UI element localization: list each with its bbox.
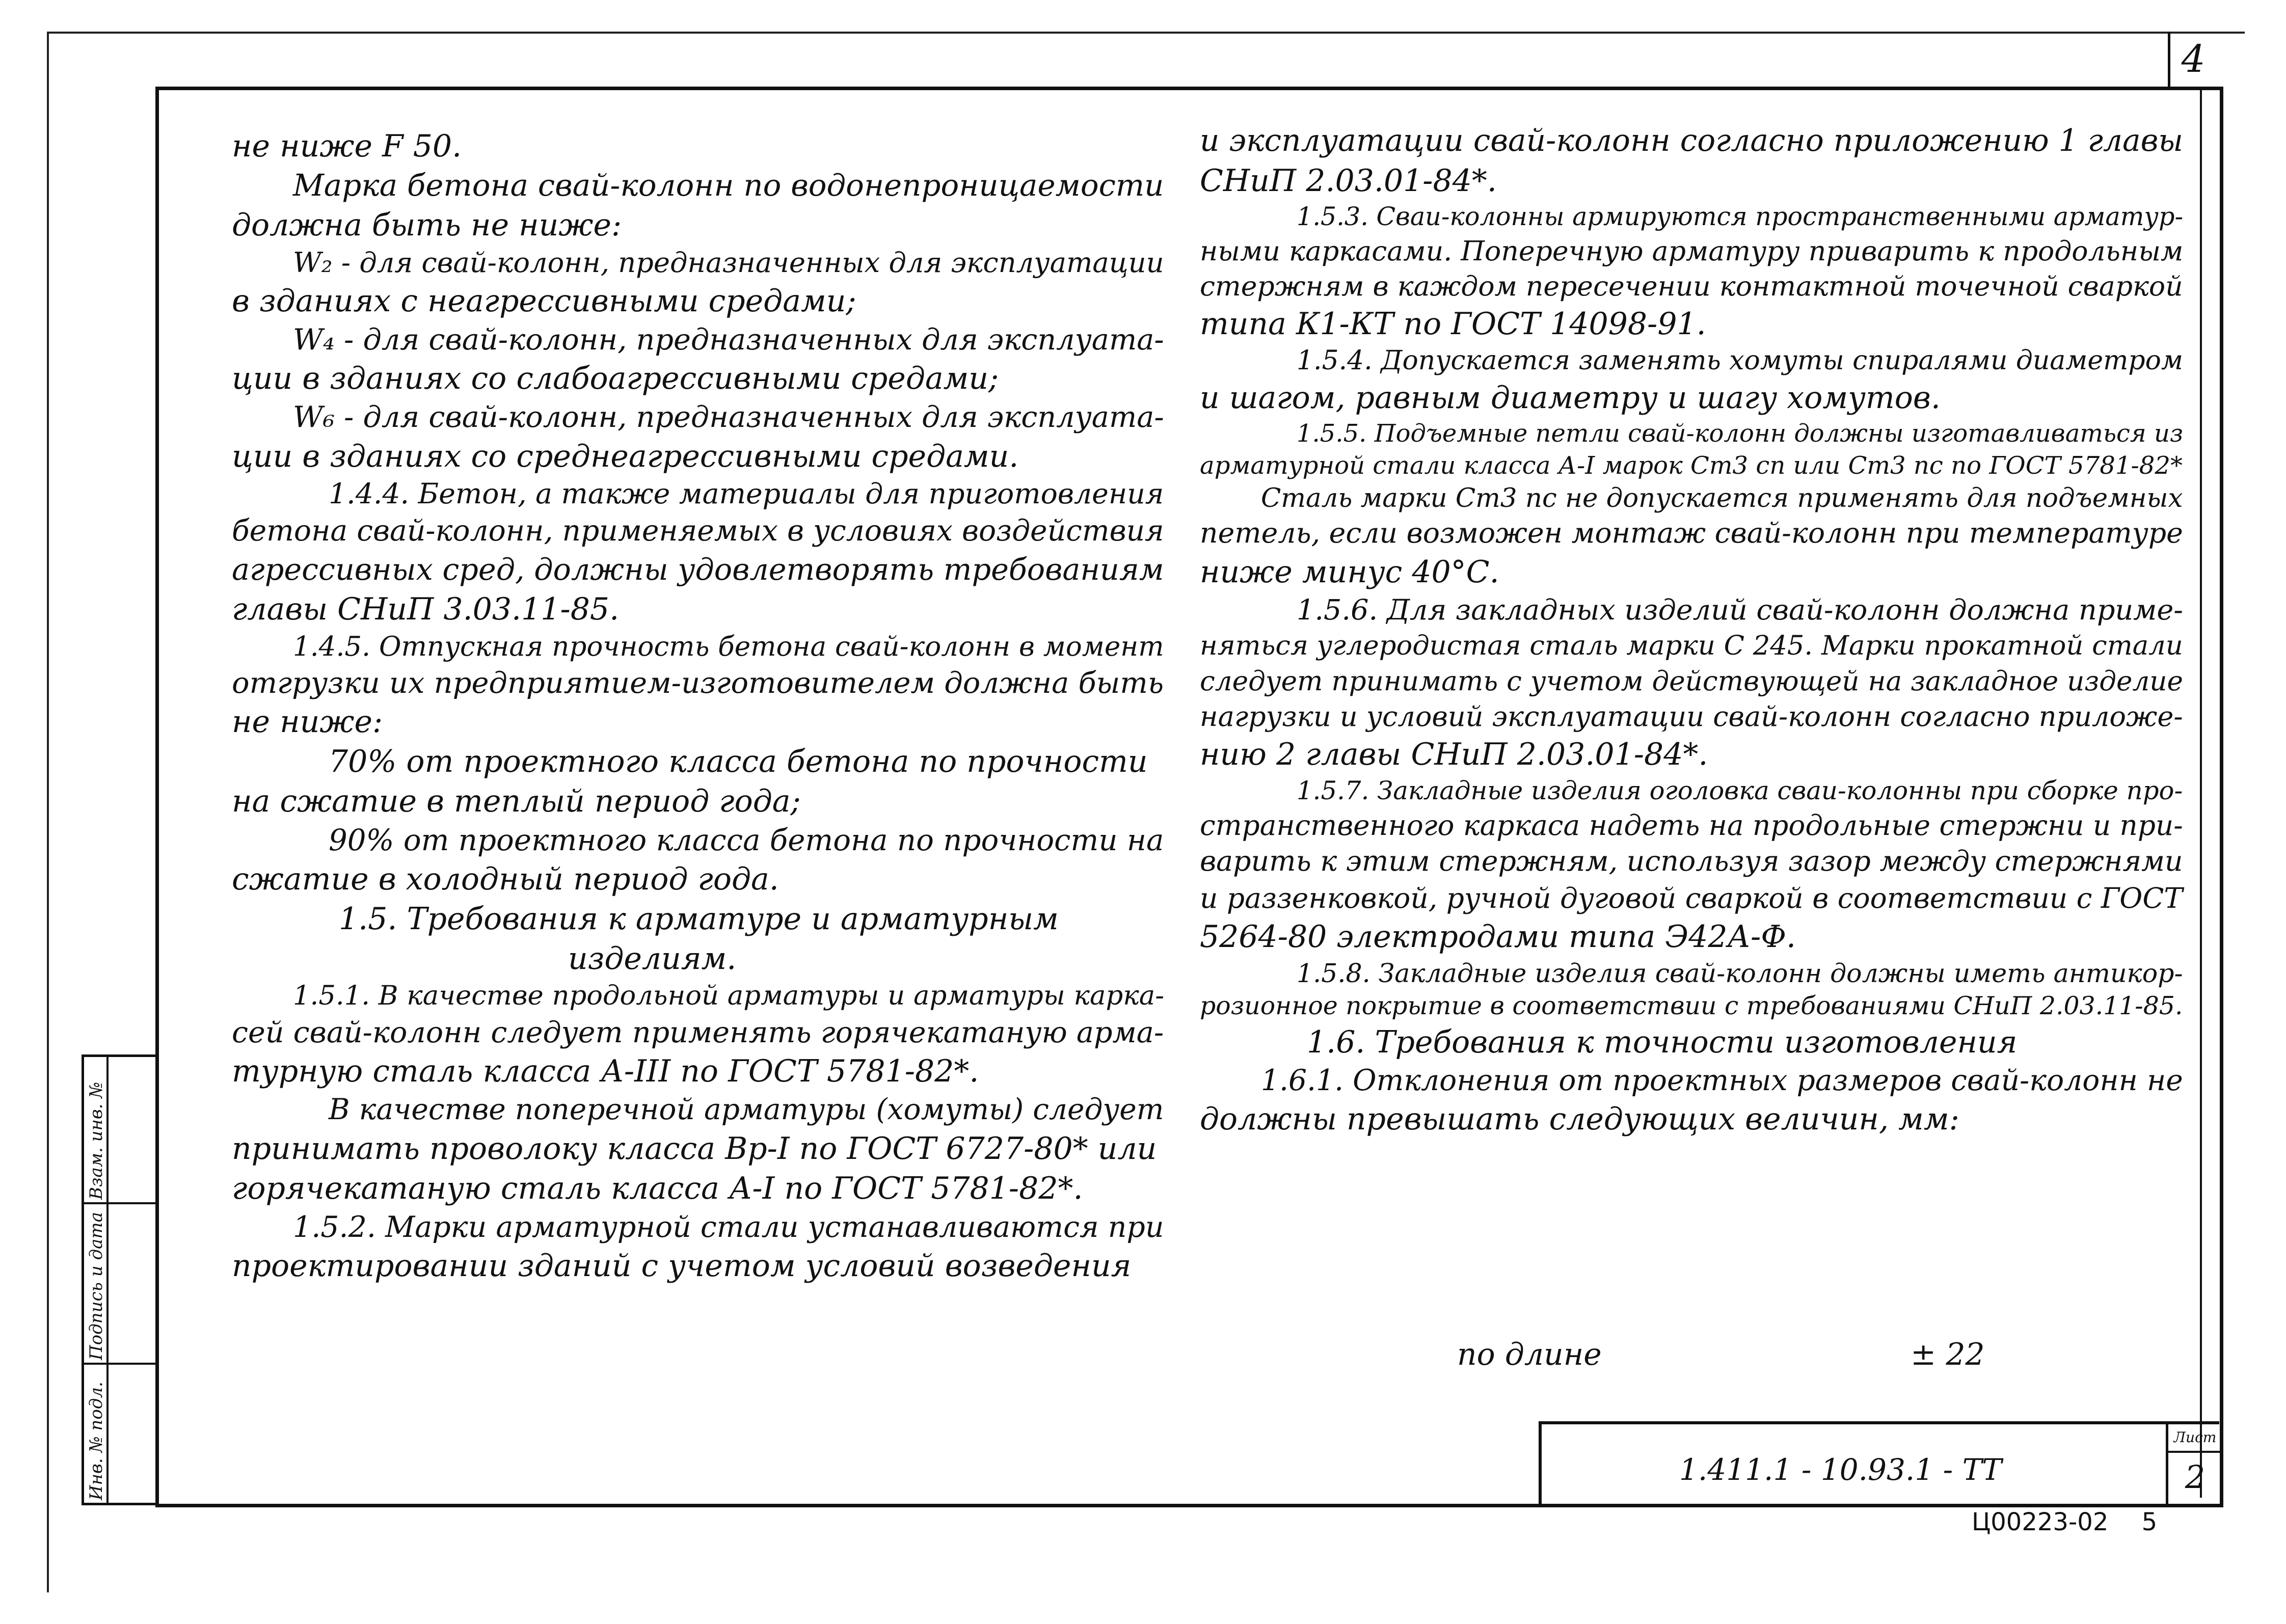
sheet-number: 2	[2185, 1458, 2206, 1496]
text-line: 1.5.2. Марки арматурной стали устанавливаются при	[293, 1210, 1164, 1244]
text-line: типа К1-КТ по ГОСТ 14098-91.	[1200, 306, 1706, 342]
text-line: Сталь марки Ст3 пс не допускается применять для подъемных	[1261, 483, 2183, 514]
text-line: W₆ - для свай-колонн, предназначенных для эксплуата-	[293, 400, 1164, 435]
text-line: бетона свай-колонн, применяемых в условиях воздействия	[232, 514, 1164, 548]
text-line: главы СНиП 3.03.11-85.	[232, 591, 620, 627]
text-line: сей свай-колонн следует применять горячекатаную арма-	[232, 1016, 1164, 1050]
text-line: проектировании зданий с учетом условий возведения	[232, 1248, 1132, 1284]
text-line: 1.6. Требования к точности изготовления	[1307, 1024, 2018, 1060]
text-line: 1.5.8. Закладные изделия свай-колонн должны иметь антикор-	[1297, 958, 2183, 988]
sidebar-column-divider	[106, 1057, 109, 1503]
text-line: 1.4.4. Бетон, а также материалы для приготовления	[329, 477, 1164, 510]
text-line: 1.6.1. Отклонения от проектных размеров свай-колонн не	[1261, 1063, 2183, 1097]
text-line: 1.5.7. Закладные изделия оголовка сваи-колонны при сборке про-	[1297, 776, 2183, 806]
text-line: отгрузки их предприятием-изготовителем должна быть	[232, 665, 1164, 700]
text-line: 1.5. Требования к арматуре и арматурным	[339, 901, 1059, 937]
text-line: 1.4.5. Отпускная прочность бетона свай-колонн в момент	[293, 630, 1164, 662]
text-line: няться углеродистая сталь марки С 245. Марки прокатной стали	[1200, 630, 2183, 662]
text-line: ными каркасами. Поперечную арматуру приварить к продольным	[1200, 234, 2184, 267]
page-corner-number: 4	[2168, 32, 2216, 87]
sidebar-row-divider	[84, 1363, 156, 1365]
text-line: 1.5.6. Для закладных изделий свай-колонн должна приме-	[1297, 593, 2184, 627]
archive-page: 5	[2141, 1508, 2158, 1536]
text-line: следует принимать с учетом действующей на закладное изделие	[1200, 665, 2183, 697]
sidebar-label-sign: Подпись и дата	[86, 1212, 106, 1360]
text-line: не ниже:	[232, 704, 383, 740]
text-line: на сжатие в теплый период года;	[232, 783, 801, 820]
archive-code: Ц00223-02	[1972, 1508, 2109, 1536]
sidebar-label-inv: Инв. № подл.	[86, 1382, 106, 1500]
text-line: не ниже F 50.	[232, 128, 462, 164]
sidebar-row-divider	[84, 1202, 156, 1204]
sidebar-label-replace: Взам. инв. №	[86, 1081, 106, 1200]
text-line: 1.5.1. В качестве продольной арматуры и арматуры карка-	[293, 980, 1165, 1012]
text-line: арматурной стали класса А-I марок Ст3 сп или Ст3 пс по ГОСТ 5781-82*	[1200, 451, 2183, 480]
text-line: должна быть не ниже:	[232, 207, 622, 243]
text-line: турную сталь класса А-III по ГОСТ 5781-82*.	[232, 1053, 979, 1090]
text-line: сжатие в холодный период года.	[232, 861, 779, 898]
text-line: агрессивных сред, должны удовлетворять требованиям	[232, 552, 1164, 587]
text-line: и шагом, равным диаметру и шагу хомутов.	[1200, 380, 1941, 416]
text-line: нагрузки и условий эксплуатации свай-колонн согласно приложе-	[1200, 700, 2183, 733]
text-line: изделиям.	[568, 941, 737, 977]
archive-footer	[1972, 1508, 2183, 1536]
text-line: нию 2 главы СНиП 2.03.01-84*.	[1200, 737, 1708, 773]
text-line: и раззенковкой, ручной дуговой сваркой в соответствии с ГОСТ	[1200, 882, 2183, 915]
tolerance-length-value: ± 22	[1911, 1337, 1985, 1372]
text-line: W₄ - для свай-колонн, предназначенных для эксплуата-	[293, 322, 1164, 357]
text-line: петель, если возможен монтаж свай-колонн при температуре	[1200, 517, 2183, 550]
text-line: W₂ - для свай-колонн, предназначенных для эксплуатации	[293, 247, 1164, 279]
sheet-cell	[2166, 1424, 2222, 1504]
text-line: варить к этим стержням, используя зазор между стержнями	[1200, 845, 2183, 878]
frame-right-line	[2200, 89, 2202, 1498]
text-line: принимать проволоку класса Вр-I по ГОСТ 6727-80* или	[232, 1130, 1157, 1167]
text-line: розионное покрытие в соответствии с требованиями СНиП 2.03.11-85.	[1200, 991, 2183, 1021]
text-line: СНиП 2.03.01-84*.	[1200, 163, 1497, 199]
stamp-sidebar	[82, 1054, 159, 1505]
text-line: 5264-80 электродами типа Э42А-Ф.	[1200, 918, 1796, 955]
right-text-column	[1200, 121, 2183, 1139]
text-line: 90% от проектного класса бетона по прочности на	[329, 823, 1164, 858]
sheet-header: Лист	[2168, 1424, 2222, 1453]
text-line: 70% от проектного класса бетона по прочности	[329, 744, 1148, 780]
text-line: Марка бетона свай-колонн по водонепроницаемости	[293, 168, 1164, 203]
text-line: странственного каркаса надеть на продольные стержни и при-	[1200, 809, 2183, 842]
text-line: ции в зданиях со среднеагрессивными средами.	[232, 438, 1019, 474]
text-line: 1.5.5. Подъемные петли свай-колонн должны изготавливаться из	[1297, 419, 2184, 448]
text-line: 1.5.3. Сваи-колонны армируются пространственными арматур-	[1297, 201, 2184, 231]
text-line: горячекатаную сталь класса А-I по ГОСТ 5781-82*.	[232, 1170, 1083, 1206]
text-line: и эксплуатации свай-колонн согласно приложению 1 главы	[1200, 123, 2184, 158]
text-line: ции в зданиях со слабоагрессивными средами;	[232, 361, 999, 397]
text-line: должны превышать следующих величин, мм:	[1200, 1101, 1959, 1138]
text-line: в зданиях с неагрессивными средами;	[232, 283, 856, 319]
title-block	[1539, 1421, 2219, 1507]
text-line: стержням в каждом пересечении контактной точечной сваркой	[1200, 270, 2183, 303]
document-code: 1.411.1 - 10.93.1 - ТТ	[1679, 1452, 2002, 1487]
text-line: ниже минус 40°С.	[1200, 554, 1499, 590]
left-text-column	[232, 126, 1164, 1286]
text-line: 1.5.4. Допускается заменять хомуты спиралями диаметром	[1297, 345, 2183, 376]
tolerance-length-label: по длине	[1457, 1337, 1602, 1372]
text-line: В качестве поперечной арматуры (хомуты) следует	[329, 1093, 1164, 1127]
